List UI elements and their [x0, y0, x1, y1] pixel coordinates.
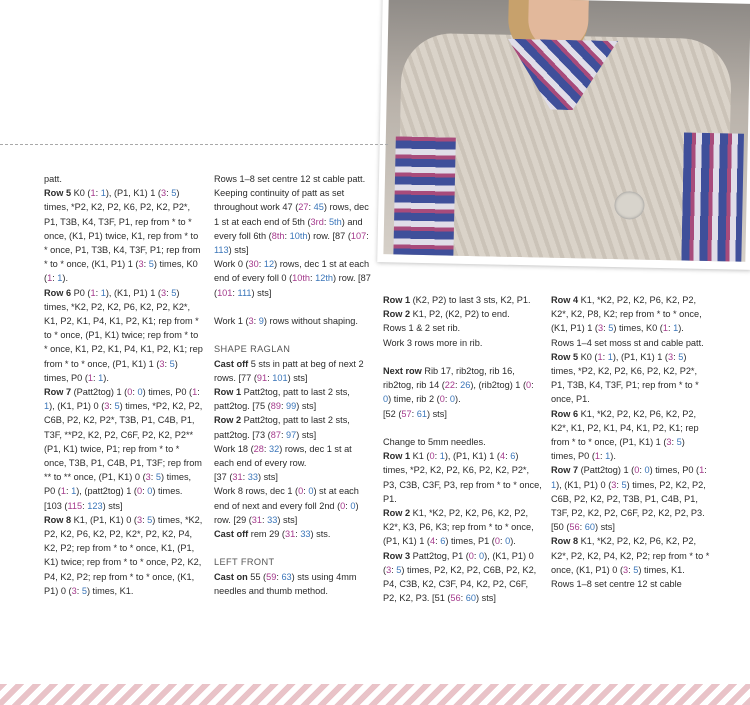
column-4 — [551, 293, 711, 591]
text-paragraph: Row 1 K1 (0: 1), (P1, K1) 1 (4: 6) times, *P2, K2, P2, K6, P2, K2, P2*, P3, C3B, C3F, P3, rep from * to * once, P1. — [383, 451, 542, 504]
section-heading-shape-raglan: SHAPE RAGLAN — [214, 344, 291, 355]
column-2 — [214, 172, 374, 598]
text-paragraph: Change to 5mm needles. — [383, 437, 486, 447]
text-paragraph: Row 2 Patt2tog, patt to last 2 sts, patt2tog. [73 (87: 97) sts] — [214, 415, 350, 440]
text-paragraph: Row 8 K1, *K2, P2, K2, P6, K2, P2, K2*, P2, K2, P4, K2, P2; rep from * to * once, (K1, P1) 0 (3: 5) times, K1. — [551, 536, 710, 575]
text-paragraph: Rows 1–8 set centre 12 st cable — [551, 579, 682, 590]
text-paragraph: Rows 1–4 set moss st and cable patt. — [551, 337, 704, 348]
column-1 — [44, 172, 204, 598]
dashed-divider — [0, 144, 388, 145]
text-paragraph: Row 7 (Patt2tog) 1 (0: 0) times, P0 (1: 1), (K1, P1) 0 (3: 5) times, P2, K2, P2, C6B, P2, K2, P2, T3B, P1, C4B, P1, T3F, P2, K2, P2, C6F, P2, K2, P2, P3. [50 (56: 60) sts] — [551, 465, 707, 533]
text-paragraph: Row 3 Patt2tog, P1 (0: 0), (K1, P1) 0 (3: 5) times, P2, K2, P2, C6B, P2, K2, P4, C3B, K2, C3F, P4, K2, P2, C6F, P2, K2, P3. [51 (56: 60) sts] — [383, 550, 537, 604]
text-paragraph: Work 0 (30: 12) rows, dec 1 st at each end of every foll 0 (10th: 12th) row. [87 (101: 111) sts] — [214, 259, 371, 298]
text-paragraph: Row 6 K1, *K2, P2, K2, P6, K2, P2, K2*, K1, P2, K1, P4, K1, P2, K1; rep from * to * once, (P1, K1) 1 (3: 5) times, P0 (1: 1). — [551, 408, 699, 462]
text-paragraph: Row 4 K1, *K2, P2, K2, P6, K2, P2, K2*, K2, P8, K2; rep from * to * once, (K1, P1) 1 (3: 5) times, K0 (1: 1). — [551, 295, 702, 334]
row-5-paragraph: Row 5 K0 (1: 1), (P1, K1) 1 (3: 5) times, *P2, K2, P2, K6, P2, K2, P2*, P1, T3B, K4, T3F, P1, rep from * to * once, (K1, P1) twice, K1, rep from * to * once, P1, T3B, K4, T3F, P1; rep from * to * once, (K1, P1) 1 (3: 5) times, K0 (1: 1). — [44, 188, 201, 284]
text-paragraph: Next row Rib 17, rib2tog, rib 16, rib2tog, rib 14 (22: 26), (rib2tog) 1 (0: 0) time, rib 2 (0: 0). [52 (57: 61) sts] — [383, 366, 534, 419]
text-paragraph: Row 2 K1, *K2, P2, K2, P6, K2, P2, K2*, K3, P6, K3; rep from * to * once, (P1, K1) 1 (4: 6) times, P1 (0: 0). — [383, 508, 534, 547]
text-paragraph: Work 8 rows, dec 1 (0: 0) st at each end of next and every foll 2nd (0: 0) row. [29 (31: 33) sts] — [214, 486, 359, 525]
text-paragraph: Cast on 55 (59: 63) sts using 4mm needles and thumb method. — [214, 571, 357, 596]
text-paragraph: Cast off 5 sts in patt at beg of next 2 rows. [77 (91: 101) sts] — [214, 358, 364, 383]
text-paragraph: Cast off rem 29 (31: 33) sts. — [214, 529, 331, 540]
text-paragraph: Keeping continuity of patt as set throughout work 47 (27: 45) rows, dec 1 st at each end of 5th (3rd: 5th) and every foll 6th (8th: 10th) row. [87 (107: 113) sts] — [214, 188, 369, 256]
row-7-paragraph: Row 7 (Patt2tog) 1 (0: 0) times, P0 (1: 1), (K1, P1) 0 (3: 5) times, *P2, K2, P2, C6B, P2, K2, P2*, T3B, P1, C4B, P1, T3F, **P2, K2, P2, C6F, P2, K2, P2** (P1, K1) twice, P1; rep from * to * once, T3B, P1, C4B, P1, T3F; rep from ** to ** once, (P1, K1) 0 (3: 5) times, P0 (1: 1), (patt2tog) 1 (0: 0) times. [103 (115: 123) sts] — [44, 387, 203, 511]
plaid-sleeve-left — [393, 136, 455, 257]
striped-footer-ribbon — [0, 684, 750, 705]
text-paragraph: Work 1 (3: 9) rows without shaping. — [214, 316, 358, 327]
row-6-paragraph: Row 6 P0 (1: 1), (K1, P1) 1 (3: 5) times, *K2, P2, K2, P6, K2, P2, K2*, K1, P2, K1, P4, K1, P2, K1; rep from * to * once, (P1, K1) twice; rep from * to * once, K1, P2, K1, P4, K1, P2, K1; rep from * to * once, (P1, K1) 1 (3: 5) times, P0 (1: 1). — [44, 287, 203, 383]
text-paragraph: Rows 1 & 2 set rib. — [383, 323, 461, 334]
plaid-sleeve-right — [681, 132, 744, 261]
text-paragraph: Work 3 rows more in rib. — [383, 337, 483, 348]
text-paragraph: Work 18 (28: 32) rows, dec 1 st at each end of every row. [37 (31: 33) sts] — [214, 443, 352, 483]
row-8-paragraph: Row 8 K1, (P1, K1) 0 (3: 5) times, *K2, P2, K2, P6, K2, P2, K2*, P2, K2, P4, K2, P2; rep from * to * once, K1, (P1, K1) twice; rep from * to * once, P2, K2, P4, K2, P2; rep from * to * once, (K1, P1) 0 (3: 5) times, K1. — [44, 514, 203, 596]
text-paragraph: Row 1 Patt2tog, patt to last 2 sts, patt2tog. [75 (89: 99) sts] — [214, 387, 350, 412]
text-paragraph: Rows 1–8 set centre 12 st cable patt. — [214, 174, 366, 184]
section-heading-left-front: LEFT FRONT — [214, 557, 275, 568]
text-paragraph: Row 5 K0 (1: 1), (P1, K1) 1 (3: 5) times, *P2, K2, P2, K6, P2, K2, P2*, P1, T3B, K4, T3F, P1; rep from * to * once, P1. — [551, 351, 699, 405]
text-paragraph: Row 1 (K2, P2) to last 3 sts, K2, P1. — [383, 295, 531, 305]
column-3 — [383, 293, 543, 605]
text-paragraph: Row 2 K1, P2, (K2, P2) to end. — [383, 309, 510, 320]
text-line: patt. — [44, 174, 62, 184]
photo-scene — [383, 0, 750, 262]
photo — [377, 0, 750, 270]
